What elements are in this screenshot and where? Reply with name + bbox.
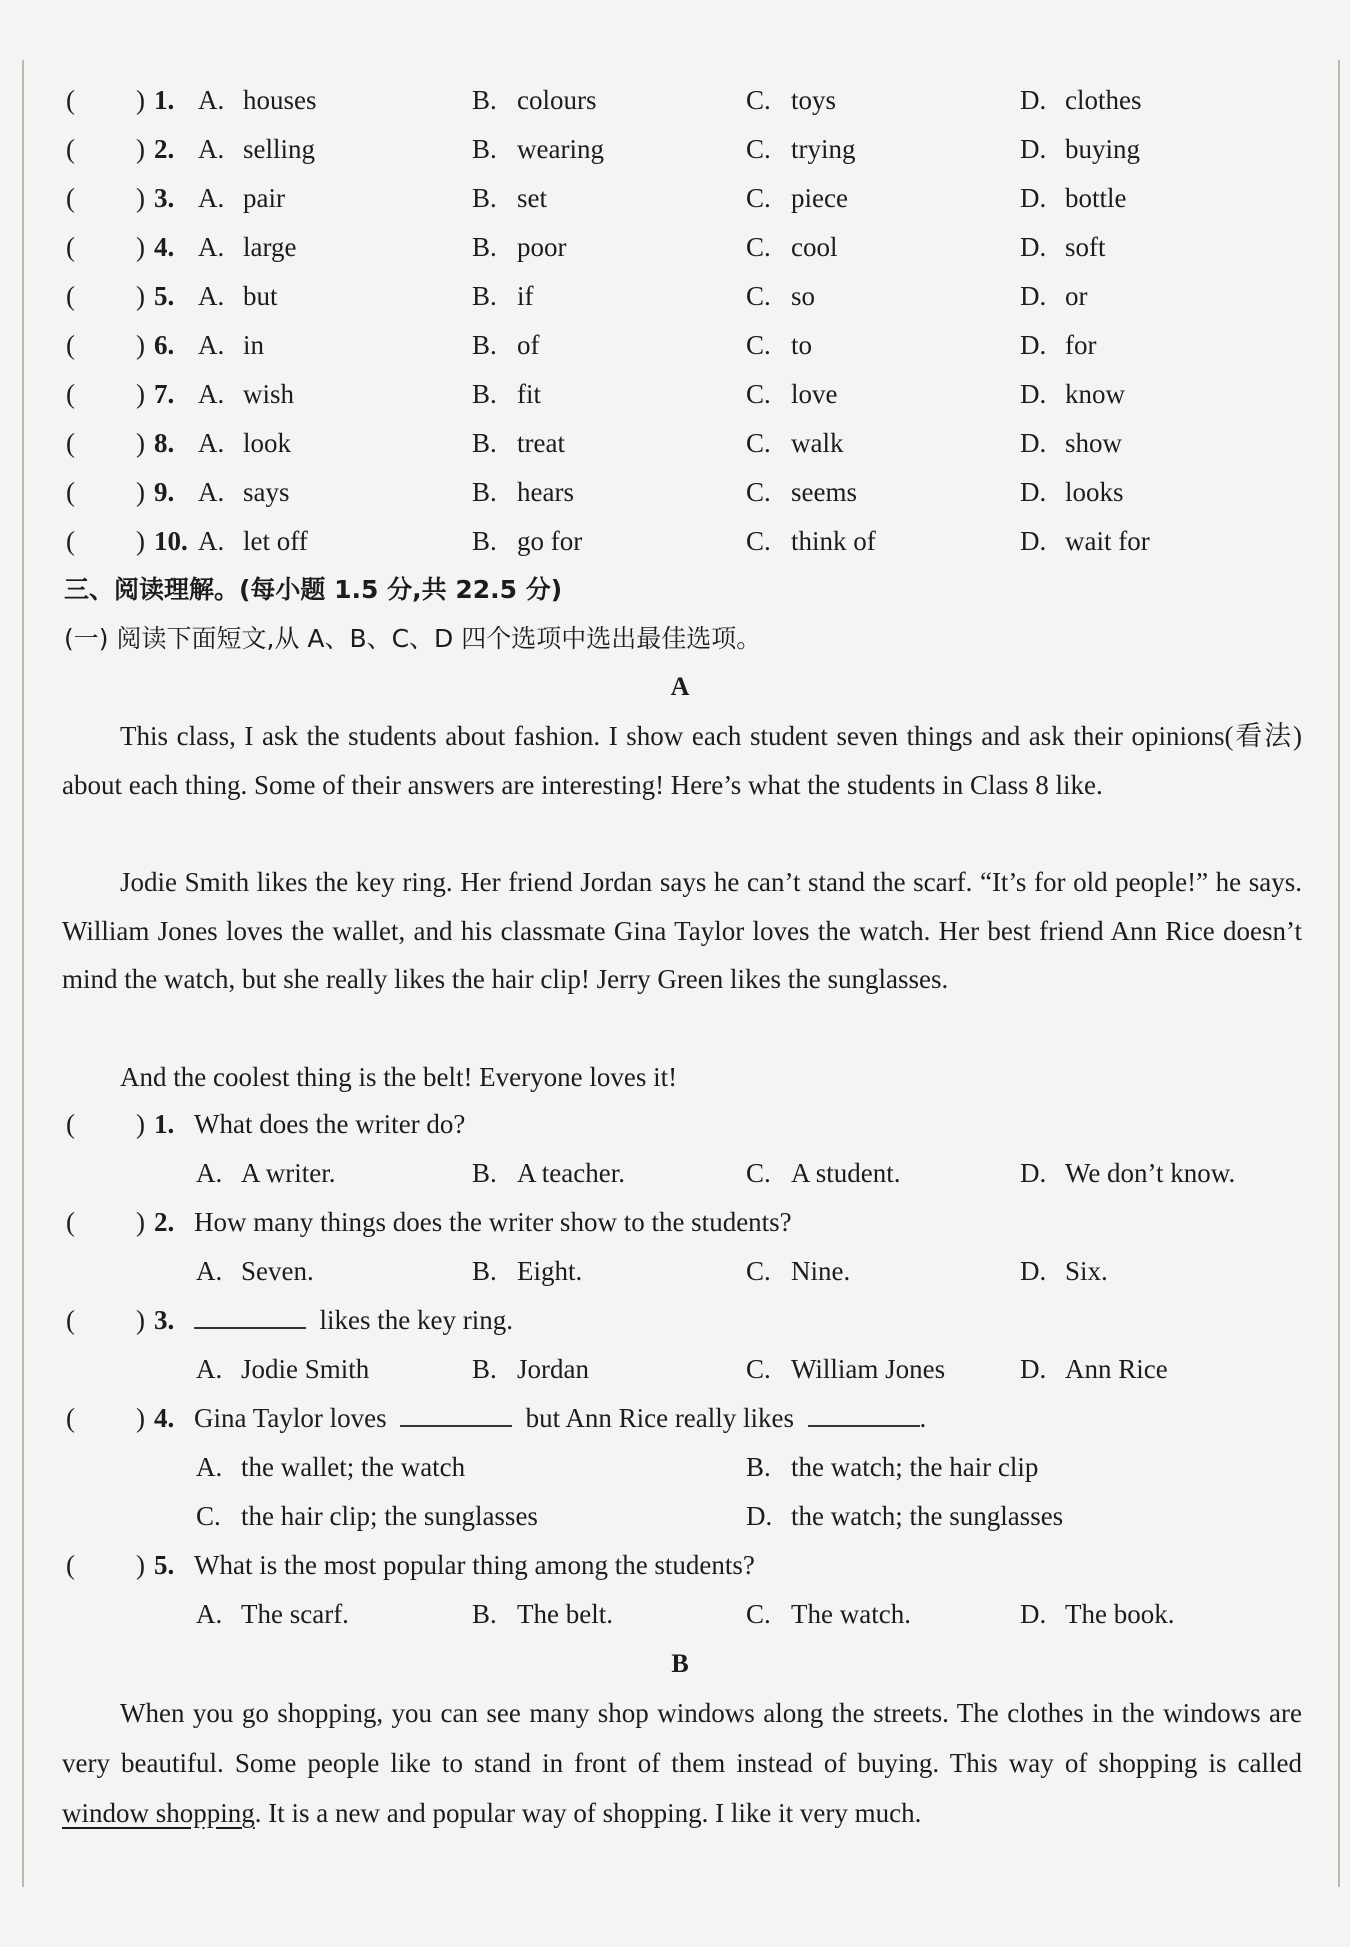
question-number: 2. (154, 134, 175, 164)
question-stem: likes the key ring. (194, 1296, 513, 1344)
option-a[interactable]: A. The scarf. (196, 1599, 349, 1629)
option-d[interactable]: D. buying (1020, 134, 1141, 164)
underlined-term: window shopping (62, 1798, 255, 1828)
option-d[interactable]: D. soft (1020, 232, 1106, 262)
question-number: 2. (154, 1207, 175, 1237)
question-stem: What does the writer do? (194, 1109, 466, 1139)
question-5-options (0, 1590, 1350, 1638)
option-b[interactable]: B. The belt. (472, 1599, 613, 1629)
answer-blank[interactable] (808, 1399, 920, 1427)
option-d[interactable]: D. The book. (1020, 1599, 1175, 1629)
option-d[interactable]: D. Six. (1020, 1256, 1108, 1286)
option-c[interactable]: C. toys (746, 85, 837, 115)
answer-bracket[interactable]: ( ) (66, 281, 145, 311)
option-b[interactable]: B. go for (472, 526, 583, 556)
answer-bracket[interactable]: ( ) (66, 1109, 145, 1139)
answer-blank[interactable] (194, 1301, 306, 1329)
cloze-row (0, 76, 1350, 124)
option-a[interactable]: A. look (198, 428, 292, 458)
answer-bracket[interactable]: ( ) (66, 477, 145, 507)
passage-b-title: B (671, 1649, 689, 1678)
answer-bracket[interactable]: ( ) (66, 379, 145, 409)
option-d[interactable]: D. or (1020, 281, 1088, 311)
question-4-options-row-2 (0, 1492, 1350, 1540)
option-d[interactable]: D. We don’t know. (1020, 1158, 1236, 1188)
cloze-row (0, 174, 1350, 222)
answer-bracket[interactable]: ( ) (66, 232, 145, 262)
question-number: 5. (154, 1550, 175, 1580)
option-c[interactable]: C. to (746, 330, 813, 360)
option-a[interactable]: A. selling (198, 134, 315, 164)
cloze-row (0, 370, 1350, 418)
option-c[interactable]: C. Nine. (746, 1256, 851, 1286)
answer-bracket[interactable]: ( ) (66, 134, 145, 164)
option-b[interactable]: B. fit (472, 379, 541, 409)
option-b[interactable]: B. treat (472, 428, 565, 458)
question-2 (0, 1198, 1350, 1246)
answer-blank[interactable] (400, 1399, 512, 1427)
option-b[interactable]: B. hears (472, 477, 574, 507)
option-a[interactable]: A. Jodie Smith (196, 1354, 370, 1384)
question-stem: What is the most popular thing among the students? (194, 1550, 755, 1580)
option-a[interactable]: A. says (198, 477, 290, 507)
option-a[interactable]: A. houses (198, 85, 317, 115)
answer-bracket[interactable]: ( ) (66, 183, 145, 213)
section-instruction: (一) 阅读下面短文,从 A、B、C、D 四个选项中选出最佳选项。 (64, 624, 762, 653)
option-b[interactable]: B. A teacher. (472, 1158, 625, 1188)
option-a[interactable]: A. Seven. (196, 1256, 314, 1286)
option-b[interactable]: B. of (472, 330, 540, 360)
passage-a-paragraph-1: This class, I ask the students about fashion. I show each student seven things and ask their opinions(看法) about each thing. Some of their answers are interesting! Here’s what the students in Class 8 like. (62, 721, 1302, 800)
option-b[interactable]: B. poor (472, 232, 567, 262)
option-b[interactable]: B. Eight. (472, 1256, 583, 1286)
answer-bracket[interactable]: ( ) (66, 1403, 145, 1433)
question-number: 3. (154, 1305, 175, 1335)
question-number: 9. (154, 477, 175, 507)
question-4-options-row-1 (0, 1443, 1350, 1491)
answer-bracket[interactable]: ( ) (66, 85, 145, 115)
question-number: 6. (154, 330, 175, 360)
answer-bracket[interactable]: ( ) (66, 428, 145, 458)
question-number: 3. (154, 183, 175, 213)
answer-bracket[interactable]: ( ) (66, 1550, 145, 1580)
answer-bracket[interactable]: ( ) (66, 526, 145, 556)
option-c[interactable]: C. the hair clip; the sunglasses (196, 1501, 538, 1531)
option-b[interactable]: B. wearing (472, 134, 604, 164)
option-a[interactable]: A. large (198, 232, 297, 262)
option-b[interactable]: B. Jordan (472, 1354, 589, 1384)
option-d[interactable]: D. the watch; the sunglasses (746, 1501, 1064, 1531)
cloze-row (0, 419, 1350, 467)
section-heading: 三、阅读理解。(每小题 1.5 分,共 22.5 分) (64, 575, 563, 604)
passage-a-title: A (670, 672, 690, 701)
option-d[interactable]: D. Ann Rice (1020, 1354, 1168, 1384)
question-stem: How many things does the writer show to the students? (194, 1207, 792, 1237)
option-c[interactable]: C. cool (746, 232, 838, 262)
option-c[interactable]: C. William Jones (746, 1354, 946, 1384)
option-b[interactable]: B. colours (472, 85, 597, 115)
passage-a-paragraph-2: Jodie Smith likes the key ring. Her friend Jordan says he can’t stand the scarf. “It’s for old people!” he says. William Jones loves the wallet, and his classmate Gina Taylor loves the watch. Her best friend Ann Rice doesn’t mind the watch, but she really likes the hair clip! Jerry Green likes the sunglasses. (62, 867, 1302, 995)
question-number: 10. (154, 526, 188, 556)
option-a[interactable]: A. A writer. (196, 1158, 336, 1188)
option-d[interactable]: D. looks (1020, 477, 1124, 507)
question-number: 4. (154, 232, 175, 262)
question-4 (0, 1394, 1350, 1442)
question-2-options (0, 1247, 1350, 1295)
option-c[interactable]: C. so (746, 281, 816, 311)
option-a[interactable]: A. the wallet; the watch (196, 1452, 466, 1482)
option-c[interactable]: C. seems (746, 477, 857, 507)
question-5 (0, 1541, 1350, 1589)
option-c[interactable]: C. love (746, 379, 838, 409)
cloze-row (0, 223, 1350, 271)
question-number: 8. (154, 428, 175, 458)
option-c[interactable]: C. The watch. (746, 1599, 911, 1629)
passage-a-paragraph-3: And the coolest thing is the belt! Everyone loves it! (120, 1062, 678, 1092)
question-number: 7. (154, 379, 175, 409)
question-number: 1. (154, 85, 175, 115)
question-number: 5. (154, 281, 175, 311)
answer-bracket[interactable]: ( ) (66, 1207, 145, 1237)
question-stem: Gina Taylor loves but Ann Rice really likes . (194, 1394, 926, 1442)
option-d[interactable]: D. wait for (1020, 526, 1150, 556)
cloze-row (0, 321, 1350, 369)
option-d[interactable]: D. show (1020, 428, 1123, 458)
question-number: 1. (154, 1109, 175, 1139)
option-d[interactable]: D. clothes (1020, 85, 1142, 115)
option-c[interactable]: C. piece (746, 183, 848, 213)
option-b[interactable]: B. if (472, 281, 534, 311)
question-3-options (0, 1345, 1350, 1393)
option-d[interactable]: D. bottle (1020, 183, 1127, 213)
cloze-row (0, 272, 1350, 320)
cloze-row (0, 125, 1350, 173)
option-a[interactable]: A. but (198, 281, 278, 311)
question-number: 4. (154, 1403, 175, 1433)
option-c[interactable]: C. A student. (746, 1158, 901, 1188)
answer-bracket[interactable]: ( ) (66, 1305, 145, 1335)
option-c[interactable]: C. walk (746, 428, 844, 458)
cloze-row (0, 468, 1350, 516)
option-a[interactable]: A. in (198, 330, 265, 360)
question-3 (0, 1296, 1350, 1344)
option-b[interactable]: B. the watch; the hair clip (746, 1452, 1039, 1482)
question-1 (0, 1100, 1350, 1148)
passage-b-paragraph-1: When you go shopping, you can see many shop windows along the streets. The clothes in the windows are very beautiful. Some people like to stand in front of them instead of buying. This way of shopping is called window shopping. It is a new and popular way of shopping. I like it very much. (62, 1698, 1302, 1828)
cloze-row (0, 517, 1350, 565)
option-d[interactable]: D. know (1020, 379, 1125, 409)
option-b[interactable]: B. set (472, 183, 547, 213)
option-c[interactable]: C. trying (746, 134, 856, 164)
option-a[interactable]: A. let off (198, 526, 308, 556)
option-d[interactable]: D. for (1020, 330, 1097, 360)
option-c[interactable]: C. think of (746, 526, 876, 556)
option-a[interactable]: A. pair (198, 183, 285, 213)
answer-bracket[interactable]: ( ) (66, 330, 145, 360)
question-1-options (0, 1149, 1350, 1197)
option-a[interactable]: A. wish (198, 379, 295, 409)
